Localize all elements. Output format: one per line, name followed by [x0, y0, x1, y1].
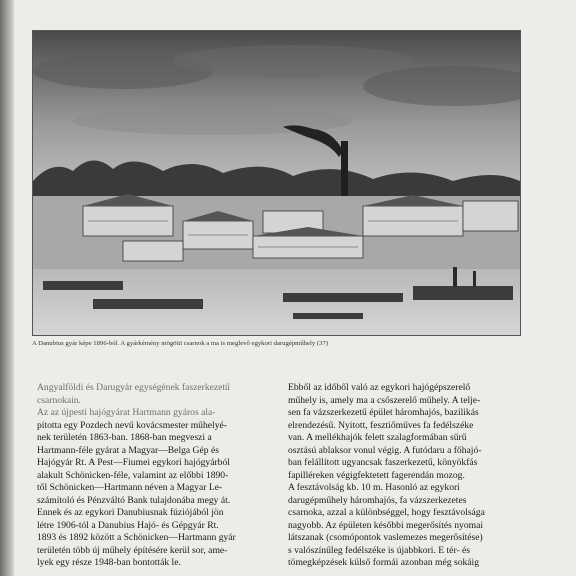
- body-text-line: területén több új műhely építésére kerül sor, ame-: [37, 544, 228, 556]
- body-text-line: s valószínűleg fedélszéke is újabbkori. E tér- és: [288, 544, 471, 556]
- body-text-line: Az az újpesti hajógyárat Hartmann gyáros ala-: [37, 407, 216, 418]
- body-text-line: látszanak (csomópontok vaslemezes megerősítése): [288, 532, 483, 543]
- body-text-line: elrendezésű. Nyitott, fesztiőműves fa fedélszéke: [288, 419, 474, 431]
- body-text-line: tömegképzések külső formái azonban még sokáig: [288, 557, 480, 568]
- body-text-line: pította egy Pozdech nevű kovácsmester műhelyé-: [37, 419, 227, 431]
- body-text-line: Hajógyár Rt. A Pest—Fiumei egykori hajógyárból: [37, 457, 230, 468]
- body-text-line: lyek egy része 1948-ban bontották le.: [37, 557, 181, 568]
- figure-caption: A Danubius gyár képe 1896-ból. A gyárkémény mögötti csarnok a ma is meglevő egykori darugépműhely (37): [32, 340, 329, 347]
- body-text-line: A fesztávolság kb. 10 m. Hasonló az egykori: [288, 482, 460, 493]
- body-text-line: 1893 és 1892 között a Schönicken—Hartmann gyár: [37, 532, 236, 543]
- page-gutter-shadow: [0, 0, 14, 576]
- body-text-line: létre 1906-tól a Danubius Hajó- és Gépgyár Rt.: [37, 519, 219, 531]
- text-column-left: [37, 382, 269, 570]
- body-text-line: Hartmann-féle gyárat a Magyar—Belga Gép és: [37, 444, 219, 456]
- historic-factory-photo: [32, 30, 521, 336]
- body-text-line: től Schönicken—Hartmann néven a Magyar Le-: [37, 482, 223, 493]
- body-text-line: műhely is, amely ma a csőszerelő műhely. A telje-: [288, 394, 481, 406]
- body-text-line: Ennek és az egykori Danubiusnak fúziójából jön: [37, 507, 224, 518]
- body-text-line: van. A mellékhajók felett szalagformában sűrű: [288, 432, 467, 443]
- body-text-line: darugépműhely háromhajós, fa vázszerkezetes: [288, 494, 467, 506]
- text-column-right: [288, 382, 520, 570]
- body-text-line: nek területén 1863-ban. 1868-ban megveszi a: [37, 432, 212, 443]
- body-text-line: alakult Schönicken-féle, valamint az előbbi 1890-: [37, 469, 229, 481]
- body-text-line: Angyalföldi és Darugyár egységének faszerkezetű: [37, 382, 230, 393]
- body-text-line: ban felállított ugyancsak faszerkezetű, könyökfás: [288, 457, 478, 468]
- body-text-line: nagyobb. Az épületen későbbi megerősítés nyomai: [288, 519, 484, 531]
- body-text-line: számítoló és Pénzváltó Bank tulajdonába megy át.: [37, 494, 231, 506]
- body-text-line: osztású ablaksor vonul végig. A futódaru a főhajó-: [288, 444, 482, 456]
- body-text-line: Ebből az időből való az egykori hajógépszerelő: [288, 382, 471, 393]
- body-text-line: sen fa vázszerkezetű épület háromhajós, bazilikás: [288, 407, 479, 418]
- body-text-line: fapilléreken végigfektetett fagerendán mozog.: [288, 469, 465, 481]
- body-text-line: csarnoka, azzal a különbséggel, hogy fesztávolsága: [288, 507, 485, 518]
- body-text-line: csarnokain.: [37, 394, 81, 406]
